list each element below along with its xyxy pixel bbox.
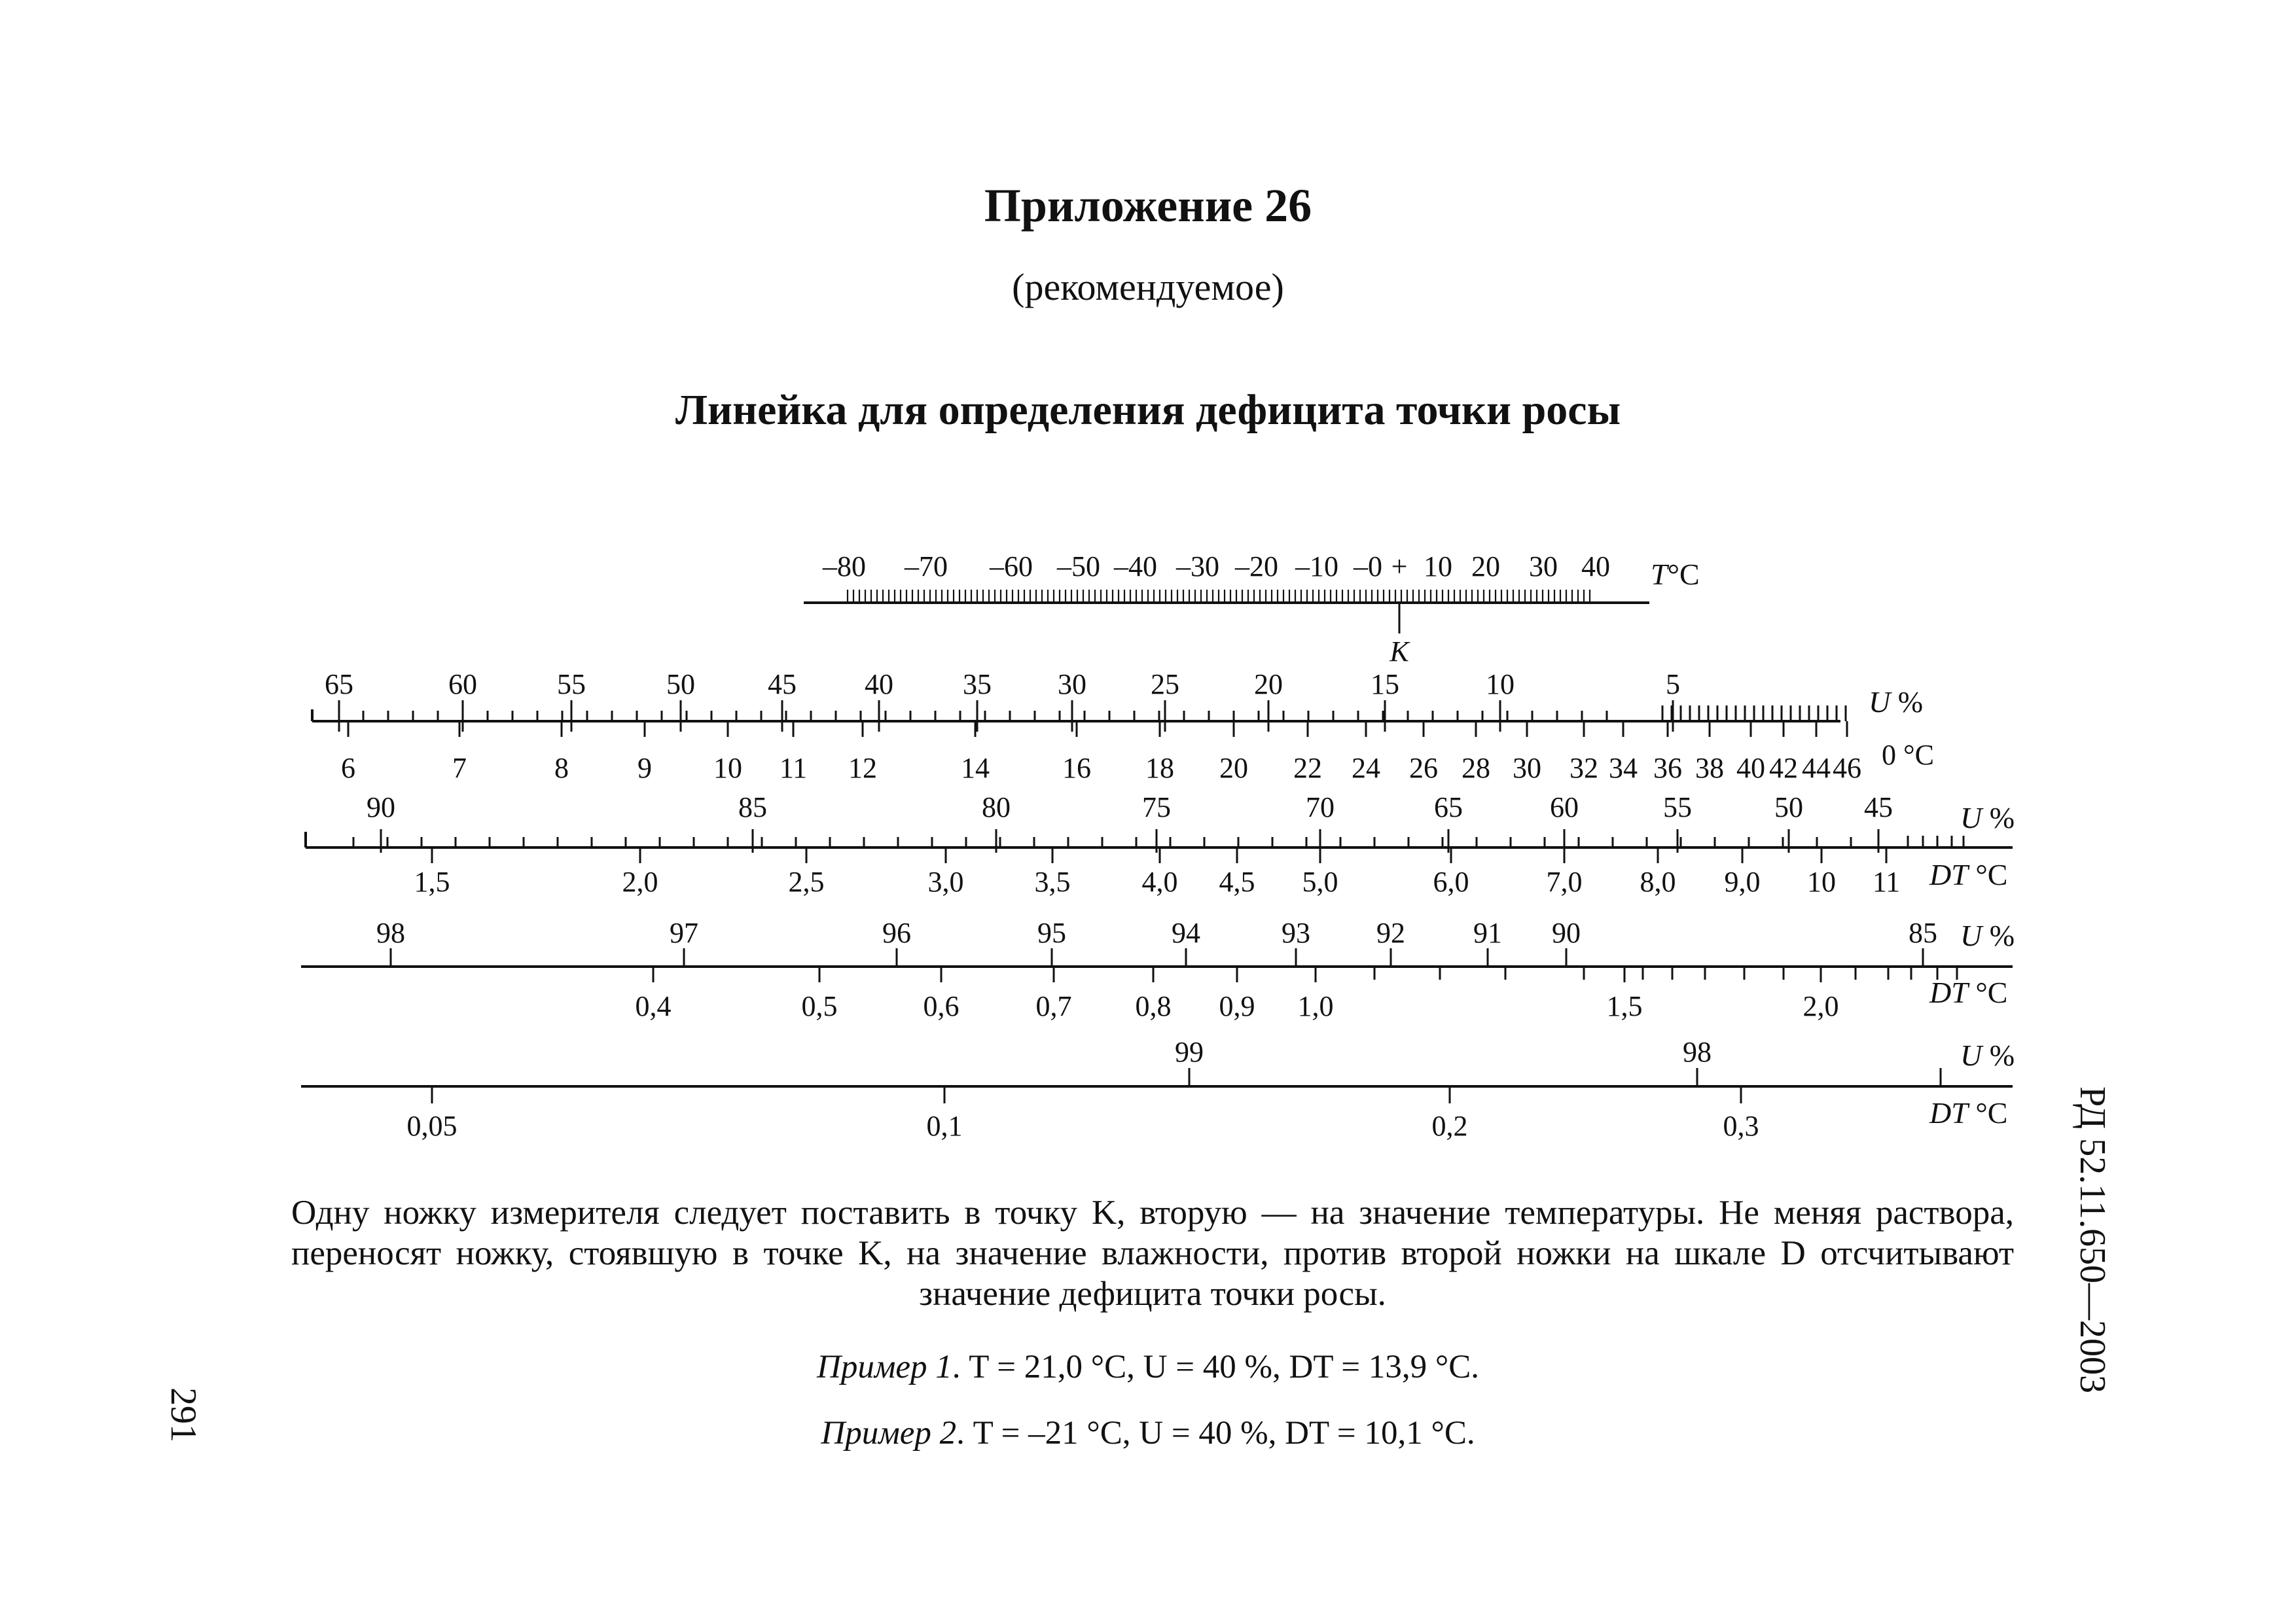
temperature-label: 40 [1581,550,1610,582]
scale-3-d-label: 1,0 [1297,990,1334,1022]
scale-3-u-label: 97 [670,917,698,949]
scale-1-d-label: 40 [1736,752,1765,784]
humidity-scale-2 [306,791,2015,898]
appendix-status: (рекомендуемое) [1012,266,1284,308]
scale-1-d-label: 20 [1219,752,1248,784]
scale-2-d-label: 4,5 [1219,866,1255,898]
scale-1-d-label: 32 [1570,752,1598,784]
scale-1-d-label: 12 [848,752,877,784]
scale-1-d-label: 14 [961,752,990,784]
example-1-values: . T = 21,0 °C, U = 40 %, DT = 13,9 °C. [952,1349,1479,1385]
scale-3-u-label: 91 [1473,917,1502,949]
scale-3-u-label: 94 [1172,917,1200,949]
scale-3-u-label: 90 [1552,917,1581,949]
scale-1-u-label: 50 [666,668,695,700]
scale-1-u-label: 45 [768,668,797,700]
scale-1-d-label: 8 [554,752,569,784]
scale-1-u-label: 60 [448,668,477,700]
scale-3-u-label: 85 [1909,917,1937,949]
temperature-scale [804,550,1700,603]
scale-3-u-unit: U % [1960,919,2015,952]
scale-1-d-label: 42 [1769,752,1798,784]
scale-1-u-label: 35 [963,668,992,700]
scale-4-d-label: 0,3 [1723,1110,1759,1142]
scale-4-d-label: 0,1 [926,1110,963,1142]
scale-2-d-label: 5,0 [1302,866,1338,898]
temperature-label: –30 [1176,550,1219,582]
scale-3-u-label: 96 [882,917,911,949]
scale-1-u-label: 5 [1666,668,1680,700]
scale-3-d-label: 1,5 [1606,990,1643,1022]
scale-1-u-unit: U % [1869,685,1924,719]
scale-1-d-label: 6 [341,752,355,784]
scale-4-u-label: 99 [1175,1036,1204,1068]
scale-2-u-label: 85 [738,791,767,823]
scale-1-d-unit: 0 °C [1882,739,1934,771]
scale-1-d-label: 44 [1802,752,1831,784]
scale-1-d-label: 7 [452,752,467,784]
example-2-label: Пример 2 [821,1415,957,1452]
scale-3-d-label: 0,7 [1035,990,1072,1022]
scale-2-u-label: 45 [1864,791,1893,823]
scale-3-d-label: 0,6 [923,990,960,1022]
page-number: 291 [163,1387,204,1442]
scale-1-d-label: 30 [1513,752,1541,784]
scale-2-d-label: 6,0 [1433,866,1469,898]
scale-2-d-label: 3,5 [1034,866,1071,898]
scale-2-d-label: 2,5 [788,866,825,898]
scale-2-d-label: 3,0 [927,866,964,898]
scale-3-d-label: 0,8 [1135,990,1172,1022]
scale-1-d-label: 34 [1609,752,1638,784]
scale-1-u-label: 10 [1486,668,1515,700]
scale-3-d-label: 0,4 [635,990,672,1022]
scale-2-u-label: 80 [982,791,1011,823]
scale-2-d-label: 4,0 [1141,866,1178,898]
scale-3-u-label: 93 [1282,917,1310,949]
scale-1-u-label: 20 [1254,668,1283,700]
scale-1-d-label: 26 [1409,752,1438,784]
ruler-title: Линейка для определения дефицита точки росы [675,386,1621,434]
scale-1-d-label: 46 [1833,752,1861,784]
scale-2-u-label: 55 [1663,791,1692,823]
temperature-label: –50 [1057,550,1100,582]
scale-2-u-label: 90 [367,791,395,823]
scale-4-u-label: 98 [1683,1036,1712,1068]
scale-3-u-label: 92 [1376,917,1405,949]
scale-1-d-label: 38 [1695,752,1724,784]
temperature-label: + [1391,550,1408,582]
point-k [1389,603,1410,668]
humidity-scale-4 [301,1036,2015,1142]
scale-2-d-label: 2,0 [622,866,658,898]
scale-1-u-label: 25 [1151,668,1179,700]
scale-2-u-unit: U % [1960,801,2015,834]
temperature-label: –70 [905,550,948,582]
scale-1-u-label: 65 [325,668,353,700]
scale-2-d-label: 1,5 [414,866,450,898]
scale-2-u-label: 70 [1306,791,1335,823]
scale-1-d-label: 28 [1462,752,1490,784]
scale-2-d-unit: DT °C [1929,858,2008,891]
scale-3-d-unit: DT °C [1929,976,2008,1009]
temperature-label: 30 [1529,550,1558,582]
document-code: РД 52.11.650—2003 [2072,1086,2113,1394]
scale-1-d-label: 10 [713,752,742,784]
scale-1-d-label: 36 [1653,752,1682,784]
scale-2-u-label: 65 [1434,791,1463,823]
scale-1-d-label: 18 [1145,752,1174,784]
scale-1-u-label: 30 [1058,668,1086,700]
example-1-label: Пример 1 [817,1349,952,1385]
scale-2-u-label: 60 [1550,791,1579,823]
scale-3-d-label: 2,0 [1803,990,1839,1022]
temperature-label: 10 [1424,550,1452,582]
scale-2-d-label: 7,0 [1546,866,1583,898]
temperature-label: –60 [990,550,1033,582]
temperature-unit-label: T°C [1651,558,1700,591]
point-k-label: K [1390,635,1409,668]
scale-2-d-label: 10 [1807,866,1836,898]
scale-4-d-label: 0,2 [1431,1110,1468,1142]
temperature-label: 20 [1471,550,1500,582]
scale-1-u-label: 15 [1371,668,1399,700]
scale-2-d-label: 8,0 [1640,866,1676,898]
temperature-label: –0 [1354,550,1382,582]
temperature-label: –80 [823,550,866,582]
example-2-values: . T = –21 °C, U = 40 %, DT = 10,1 °C. [956,1415,1475,1452]
scale-2-u-label: 50 [1774,791,1803,823]
scale-4-u-unit: U % [1960,1039,2015,1072]
humidity-scale-3 [301,917,2015,1022]
example-2 [0,1417,2296,1450]
usage-instructions: Одну ножку измерителя следует поставить в точку K, вторую — на значение температуры. Не меняя раствора, переносят ножку, стоявшую в точке K, на значение влажности, против второй ножки на шкале D отсчитывают значение дефицита точки росы. [291,1194,2014,1313]
scale-3-d-label: 0,5 [801,990,838,1022]
scale-1-d-label: 11 [779,752,808,784]
scale-1-d-label: 9 [637,752,652,784]
scale-3-u-label: 98 [376,917,405,949]
scale-2-d-label: 9,0 [1724,866,1761,898]
scale-2-d-label: 11 [1872,866,1901,898]
appendix-title: Приложение 26 [984,179,1312,232]
scale-1-d-label: 22 [1293,752,1322,784]
temperature-label: –20 [1235,550,1278,582]
scale-4-d-unit: DT °C [1929,1096,2008,1130]
humidity-scale-1 [312,668,1934,784]
temperature-label: –40 [1114,550,1157,582]
temperature-label: –10 [1295,550,1338,582]
scale-1-u-label: 40 [865,668,893,700]
scale-1-d-label: 24 [1352,752,1380,784]
scale-1-u-label: 55 [557,668,586,700]
scale-1-d-label: 16 [1062,752,1091,784]
scale-2-u-label: 75 [1142,791,1171,823]
scale-3-u-label: 95 [1037,917,1066,949]
scale-3-d-label: 0,9 [1219,990,1255,1022]
scale-4-d-label: 0,05 [406,1110,457,1142]
example-1 [0,1351,2296,1384]
